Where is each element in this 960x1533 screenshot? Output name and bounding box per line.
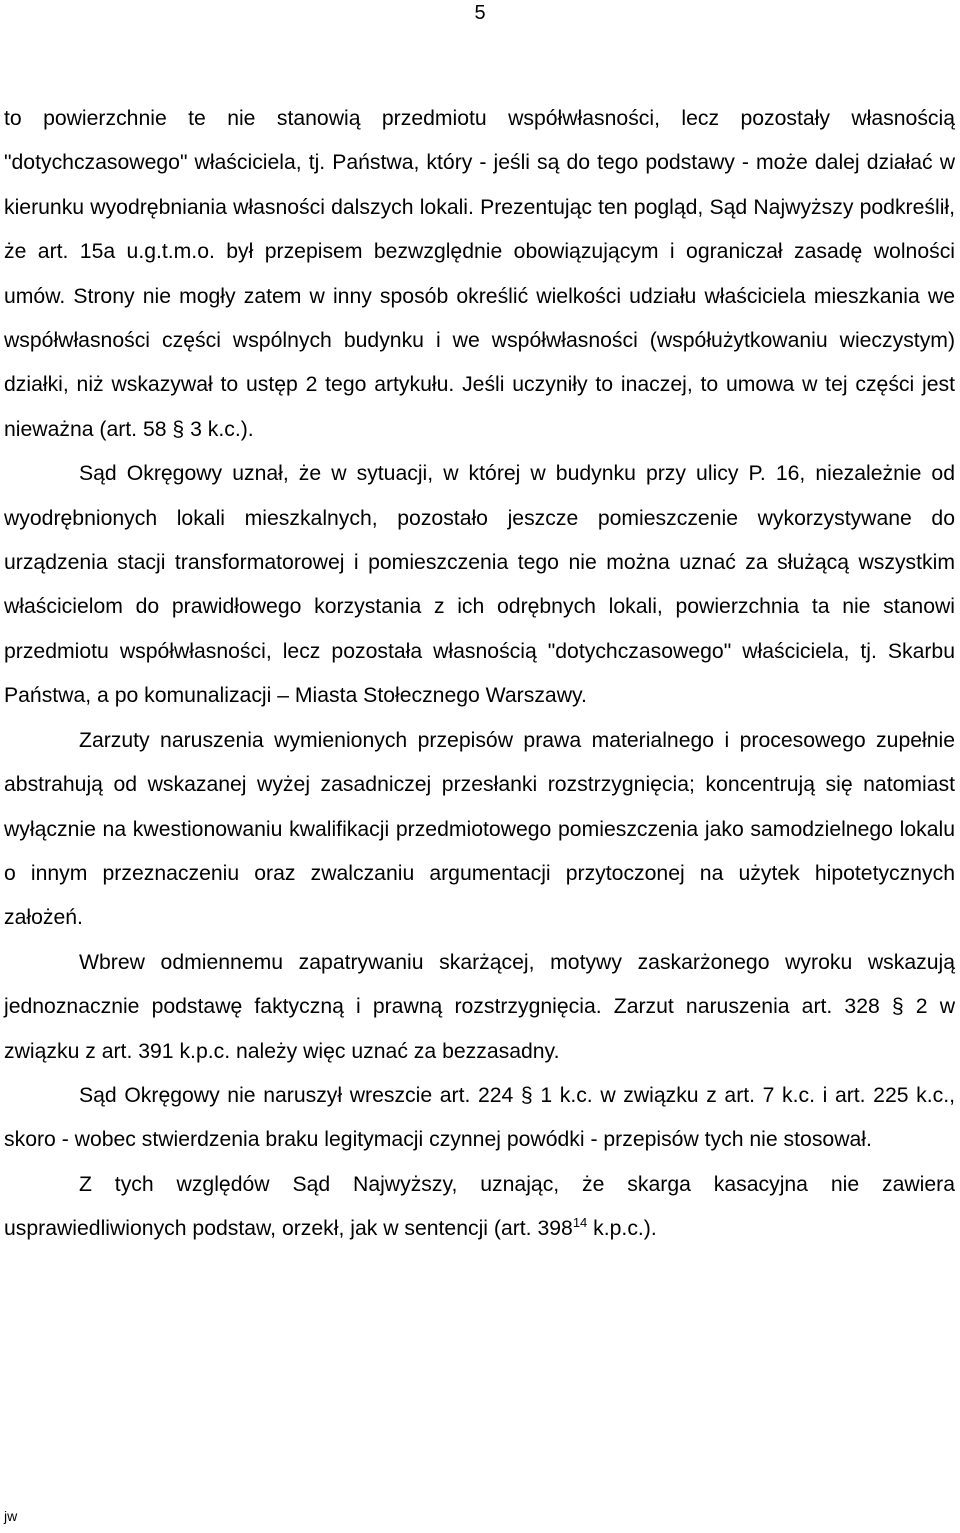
paragraph-3: Zarzuty naruszenia wymienionych przepisów prawa materialnego i procesowego zupełnie abstrahują od wskazanej wyżej zasadniczej przesłanki rozstrzygnięcia; koncentrują się natomiast wyłącznie na kwestionowaniu kwalifikacji przedmiotowego pomieszczenia jako samodzielnego lokalu o innym przeznaczeniu oraz zwalczaniu argumentacji przytoczonej na użytek hipotetycznych założeń. [4, 728, 955, 930]
footer-initials: jw [4, 1508, 18, 1524]
document-body [4, 97, 955, 1252]
superscript-14: 14 [572, 1215, 588, 1231]
paragraph-6 [4, 1163, 955, 1252]
paragraph-6-text-after: k.p.c.). [587, 1217, 657, 1241]
paragraph-1: to powierzchnie te nie stanowią przedmiotu współwłasności, lecz pozostały własnością "dotychczasowego" właściciela, tj. Państwa, który - jeśli są do tego podstawy - może dalej działać w kierunku wyodrębniania własności dalszych lokali. Prezentując ten pogląd, Sąd Najwyższy podkreślił, że art. 15a u.g.t.m.o. był przepisem bezwzględnie obowiązującym i ograniczał zasadę wolności umów. Strony nie mogły zatem w inny sposób określić wielkości udziału właściciela mieszkania we współwłasności części wspólnych budynku i we współwłasności (współużytkowaniu wieczystym) działki, niż wskazywał to ustęp 2 tego artykułu. Jeśli uczyniły to inaczej, to umowa w tej części jest nieważna (art. 58 § 3 k.c.). [4, 107, 955, 441]
paragraph-2: Sąd Okręgowy uznał, że w sytuacji, w której w budynku przy ulicy P. 16, niezależnie od wyodrębnionych lokali mieszkalnych, pozostało jeszcze pomieszczenie wykorzystywane do urządzenia stacji transformatorowej i pomieszczenia tego nie można uznać za służącą wszystkim właścicielom do prawidłowego korzystania z ich odrębnych lokali, powierzchnia ta nie stanowi przedmiotu współwłasności, lecz pozostała własnością "dotychczasowego" właściciela, tj. Skarbu Państwa, a po komunalizacji – Miasta Stołecznego Warszawy. [4, 462, 955, 708]
page-number: 5 [474, 2, 486, 24]
paragraph-6-text: Z tych względów Sąd Najwyższy, uznając, że skarga kasacyjna nie zawiera usprawiedliwionych podstaw, orzekł, jak w sentencji (art. 398 [4, 1172, 955, 1241]
paragraph-5: Sąd Okręgowy nie naruszył wreszcie art. 224 § 1 k.c. w związku z art. 7 k.c. i art. 225 k.c., skoro - wobec stwierdzenia braku legitymacji czynnej powódki - przepisów tych nie stosował. [4, 1083, 955, 1152]
paragraph-4: Wbrew odmiennemu zapatrywaniu skarżącej, motywy zaskarżonego wyroku wskazują jednoznacznie podstawę faktyczną i prawną rozstrzygnięcia. Zarzut naruszenia art. 328 § 2 w związku z art. 391 k.p.c. należy więc uznać za bezzasadny. [4, 950, 955, 1063]
